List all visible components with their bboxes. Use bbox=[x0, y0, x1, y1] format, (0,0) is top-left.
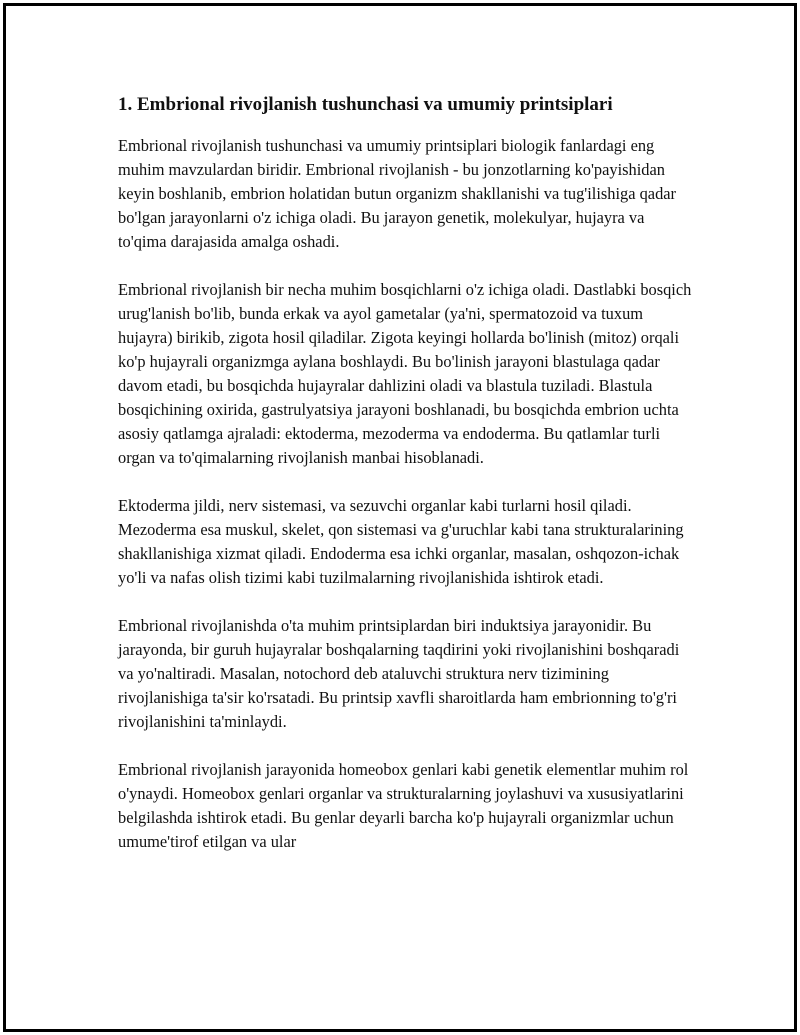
section-heading: 1. Embrional rivojlanish tushunchasi va umumiy printsiplari bbox=[118, 94, 613, 115]
paragraph-2: Embrional rivojlanish bir necha muhim bosqichlarni o'z ichiga oladi. Dastlabki bosqich urug'lanish bo'lib, bunda erkak va ayol gametalar (ya'ni, spermatozoid va tuxum hujayra) birikib, zigota hosil qiladilar. Zigota keyingi hollarda bo'linish (mitoz) orqali ko'p hujayrali organizmga aylana boshlaydi. Bu bo'linish jarayoni blastulaga qadar davom etadi, bu bosqichda hujayralar dahlizini oladi va blastula tuziladi. Blastula bosqichining oxirida, gastrulyatsiya jarayoni boshlanadi, bu bosqichda embrion uchta asosiy qatlamga ajraladi: ektoderma, mezoderma va endoderma. Bu qatlamlar turli organ va to'qimalarning rivojlanish manbai hisoblanadi. bbox=[118, 280, 692, 467]
paragraph-5: Embrional rivojlanish jarayonida homeobox genlari kabi genetik elementlar muhim rol o'ynaydi. Homeobox genlari organlar va strukturalarning joylashuvi va xususiyatlarini belgilashda ishtirok etadi. Bu genlar deyarli barcha ko'p hujayrali organizmlar uchun umume'tirof etilgan va ular bbox=[118, 760, 689, 851]
document-body bbox=[118, 92, 692, 878]
paragraph-3: Ektoderma jildi, nerv sistemasi, va sezuvchi organlar kabi turlarni hosil qiladi. Mezoderma esa muskul, skelet, qon sistemasi va g'uruchlar kabi tana strukturalarining shakllanishiga xizmat qiladi. Endoderma esa ichki organlar, masalan, oshqozon-ichak yo'li va nafas olish tizimi kabi tuzilmalarning rivojlanishida ishtirok etadi. bbox=[118, 496, 684, 587]
paragraph-1: Embrional rivojlanish tushunchasi va umumiy printsiplari biologik fanlardagi eng muhim mavzulardan biridir. Embrional rivojlanish - bu jonzotlarning ko'payishidan keyin boshlanib, embrion holatidan butun organizm shakllanishi va tug'ilishiga qadar bo'lgan jarayonlarni o'z ichiga oladi. Bu jarayon genetik, molekulyar, hujayra va to'qima darajasida amalga oshadi. bbox=[118, 136, 677, 251]
paragraph-4: Embrional rivojlanishda o'ta muhim printsiplardan biri induktsiya jarayonidir. Bu jarayonda, bir guruh hujayralar boshqalarning taqdirini yoki rivojlanishini boshqaradi va yo'naltiradi. Masalan, notochord deb ataluvchi struktura nerv tizimining rivojlanishiga ta'sir ko'rsatadi. Bu printsip xavfli sharoitlarda ham embrionning to'g'ri rivojlanishini ta'minlaydi. bbox=[118, 616, 680, 731]
